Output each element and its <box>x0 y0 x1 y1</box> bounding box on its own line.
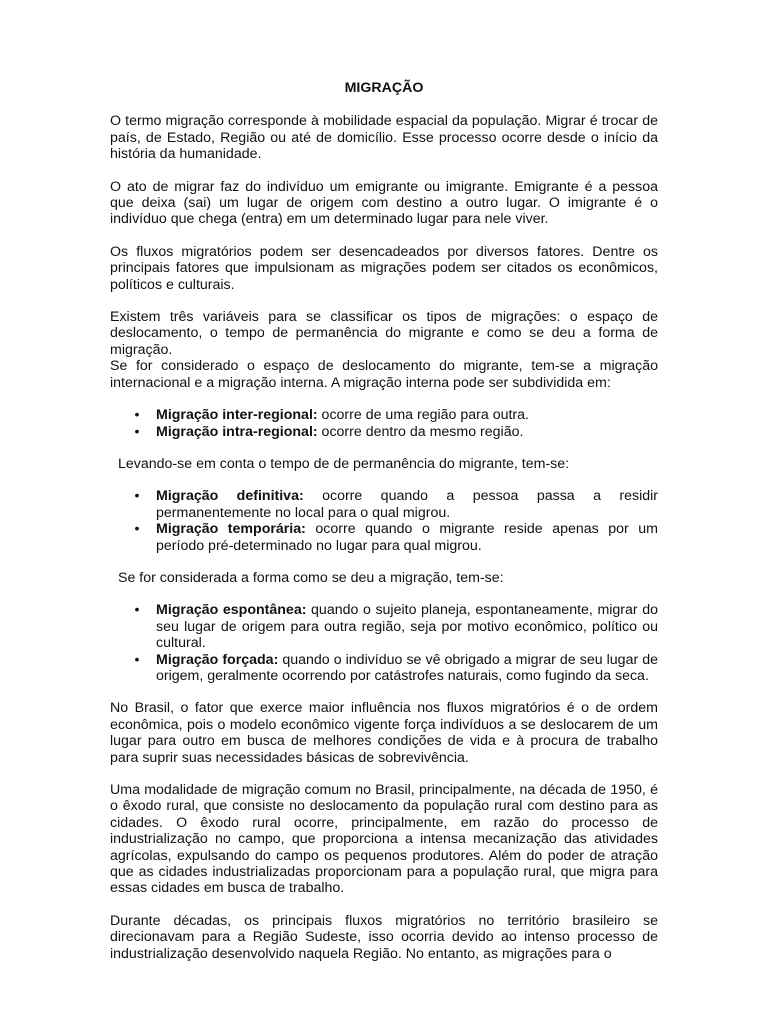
paragraph-10: Durante décadas, os principais fluxos migratórios no território brasileiro se direcionavam para a Região Sudeste, isso ocorria devido ao intenso processo de industrialização desenvolvido naquela Região. No entanto, as migrações para o <box>110 912 658 962</box>
list-item-text: ocorre quando a pessoa passa a residir permanentemente no local para o qual migrou. <box>156 488 658 521</box>
list-item-term: Migração inter-regional: <box>156 407 318 424</box>
list-migration-form <box>110 602 658 684</box>
list-item-term: Migração temporária: <box>156 521 306 538</box>
list-item <box>110 602 658 651</box>
list-item <box>110 407 658 423</box>
list-item-term: Migração intra-regional: <box>156 423 318 440</box>
list-item-text: ocorre de uma região para outra. <box>317 407 529 424</box>
list-item <box>110 652 658 685</box>
paragraph-8: No Brasil, o fator que exerce maior influência nos fluxos migratórios é o de ordem econômica, pois o modelo econômico vigente força indivíduos a se deslocarem de um lugar para outro em busca de melhores condições de vida e à procura de trabalho para suprir suas necessidades básicas de sobrevivência. <box>110 700 658 766</box>
paragraph-1: O termo migração corresponde à mobilidade espacial da população. Migrar é trocar de país, de Estado, Região ou até de domicílio. Esse processo ocorre desde o início da história da humanidade. <box>110 113 658 163</box>
list-internal-migration <box>110 407 658 440</box>
bullet-icon: • <box>134 521 140 538</box>
bullet-icon: • <box>134 651 140 668</box>
paragraph-2: O ato de migrar faz do indivíduo um emigrante ou imigrante. Emigrante é a pessoa que deixa (sai) um lugar de origem com destino a outro lugar. O imigrante é o indivíduo que chega (entra) em um determinado lugar para nele viver. <box>110 178 658 228</box>
paragraph-3: Os fluxos migratórios podem ser desencadeados por diversos fatores. Dentre os principais fatores que impulsionam as migrações podem ser citados os econômicos, políticos e culturais. <box>110 243 658 293</box>
paragraph-4: Existem três variáveis para se classificar os tipos de migrações: o espaço de deslocamento, o tempo de permanência do migrante e como se deu a forma de migração. <box>110 309 658 358</box>
list-item-term: Migração forçada: <box>156 651 279 668</box>
bullet-icon: • <box>134 407 140 424</box>
list-permanence <box>110 488 658 554</box>
paragraph-6: Levando-se em conta o tempo de de permanência do migrante, tem-se: <box>118 455 570 472</box>
list-item-text: ocorre quando o migrante reside apenas por um período pré-determinado no lugar para qual migrou. <box>156 521 658 554</box>
bullet-icon: • <box>134 488 140 505</box>
bullet-icon: • <box>134 423 140 440</box>
list-item-term: Migração espontânea: <box>156 602 307 619</box>
list-item-text: ocorre dentro da mesmo região. <box>317 423 524 440</box>
list-item-text: quando o indivíduo se vê obrigado a migrar de seu lugar de origem, geralmente ocorrendo por catástrofes naturais, como fugindo da seca. <box>156 651 658 684</box>
document-body <box>110 80 658 978</box>
paragraph-9: Uma modalidade de migração comum no Brasil, principalmente, na década de 1950, é o êxodo rural, que consiste no deslocamento da população rural com destino para as cidades. O êxodo rural ocorre, principalmente, em razão do processo de industrialização no campo, que proporciona a intensa mecanização das atividades agrícolas, expulsando do campo os pequenos produtores. Além do poder de atração que as cidades industrializadas proporcionam para a população rural, que migra para essas cidades em busca de trabalho. <box>110 782 658 897</box>
list-item <box>110 424 658 440</box>
list-item-term: Migração definitiva: <box>156 488 304 505</box>
bullet-icon: • <box>134 602 140 619</box>
paragraph-7: Se for considerada a forma como se deu a migração, tem-se: <box>118 569 504 586</box>
list-item <box>110 521 658 554</box>
document-title: MIGRAÇÃO <box>344 80 424 96</box>
list-item <box>110 488 658 521</box>
list-item-text: quando o sujeito planeja, espontaneamente, migrar do seu lugar de origem para outra região, seja por motivo econômico, político ou cultural. <box>156 602 659 652</box>
paragraph-5: Se for considerado o espaço de deslocamento do migrante, tem-se a migração internacional e a migração interna. A migração interna pode ser subdividida em: <box>110 358 658 391</box>
